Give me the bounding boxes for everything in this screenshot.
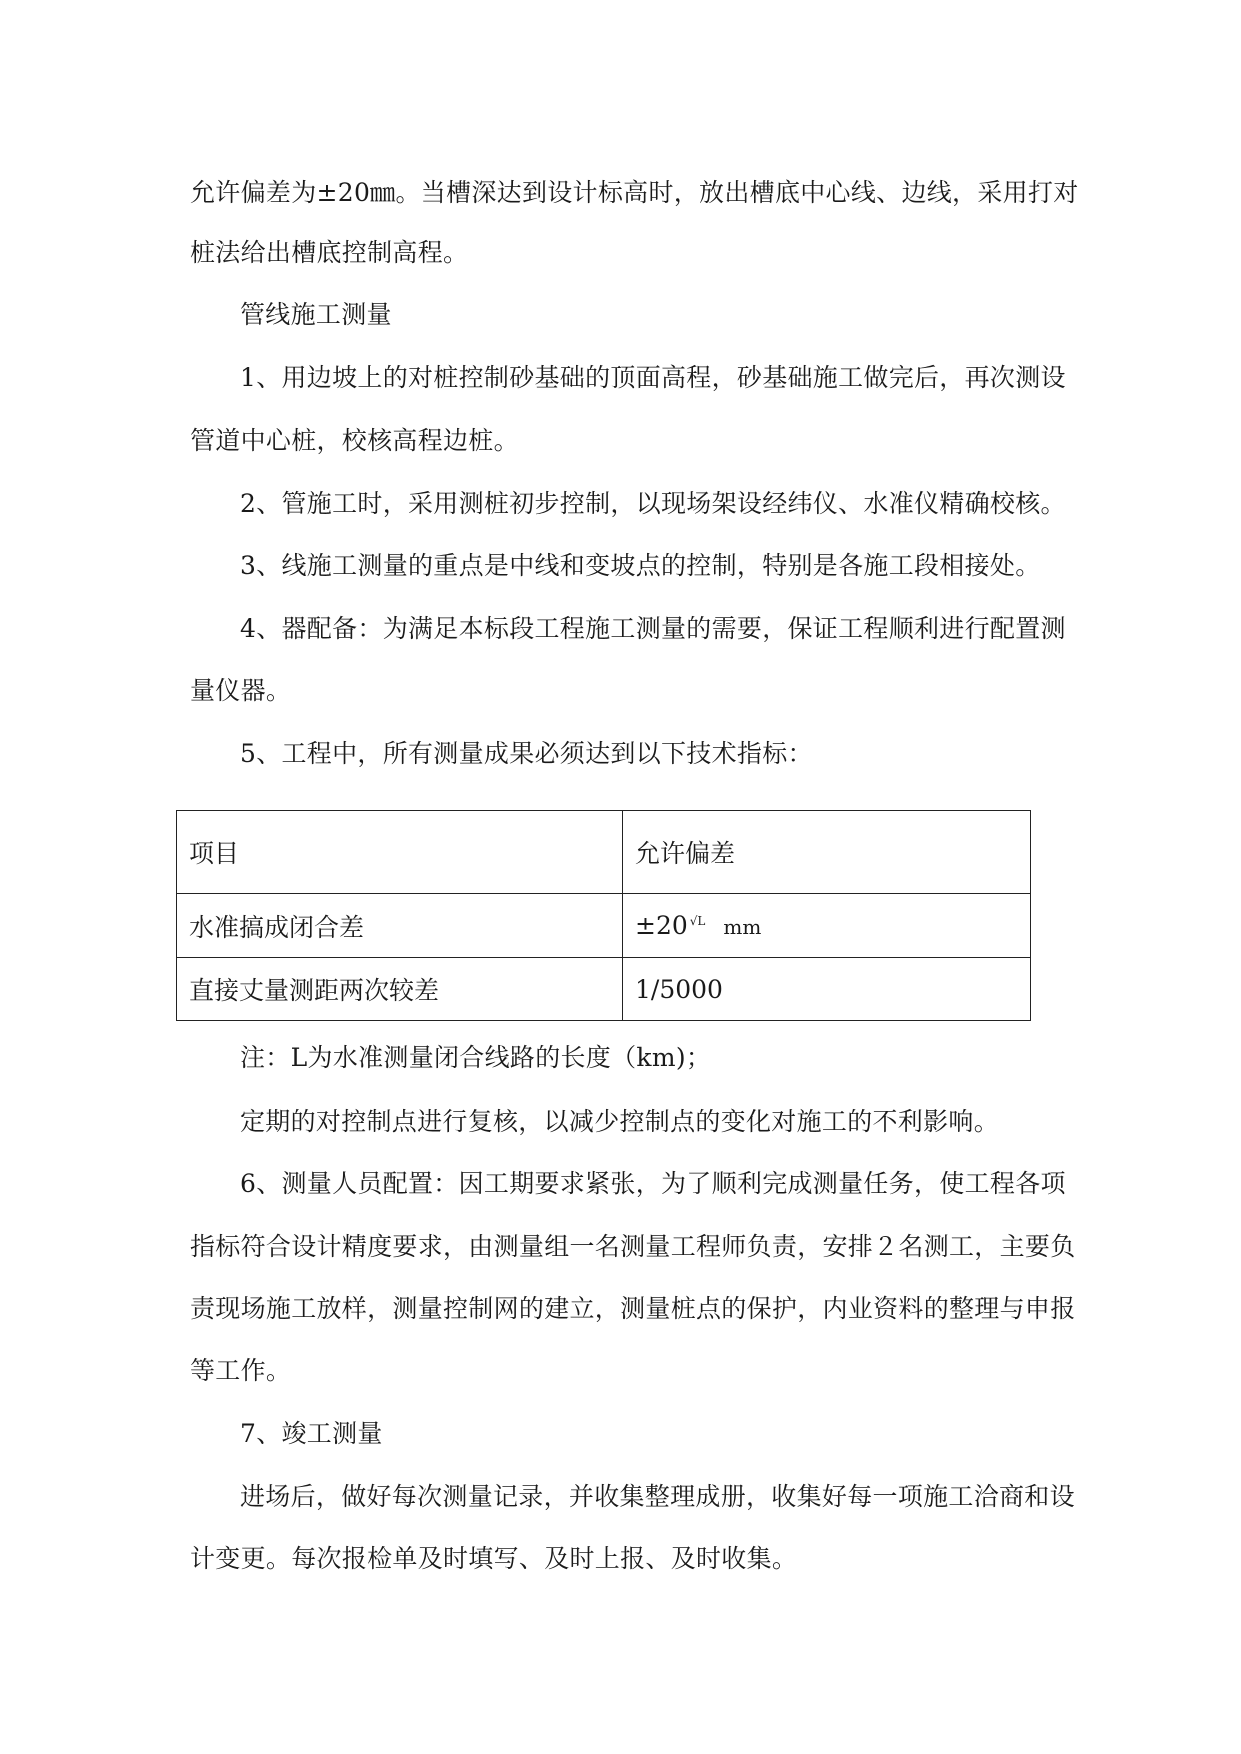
section-heading: 7、竣工测量 — [240, 1419, 383, 1448]
tolerance-table — [176, 810, 1031, 1021]
paragraph-line: 进场后，做好每次测量记录，并收集整理成册，收集好每一项施工洽商和设 — [240, 1482, 1075, 1511]
section-heading: 管线施工测量 — [240, 300, 392, 329]
paragraph-line: 3、线施工测量的重点是中线和变坡点的控制，特别是各施工段相接处。 — [240, 551, 1041, 580]
paragraph-line: 计变更。每次报检单及时填写、及时上报、及时收集。 — [190, 1544, 798, 1573]
paragraph-line: 管道中心桩，校核高程边桩。 — [190, 426, 519, 455]
table-row — [177, 958, 1031, 1021]
table-header-cell: 允许偏差 — [623, 811, 1031, 894]
paragraph-line: 桩法给出槽底控制高程。 — [190, 238, 469, 267]
table-cell-value: 1/5000 — [623, 958, 1031, 1021]
paragraph-line: 责现场施工放样，测量控制网的建立，测量桩点的保护，内业资料的整理与申报 — [190, 1294, 1076, 1323]
paragraph-line: 允许偏差为±20㎜。当槽深达到设计标高时，放出槽底中心线、边线，采用打对 — [190, 178, 1079, 207]
paragraph-line: 5、工程中，所有测量成果必须达到以下技术指标： — [240, 739, 813, 768]
table-header-cell: 项目 — [177, 811, 623, 894]
paragraph-line: 定期的对控制点进行复核，以减少控制点的变化对施工的不利影响。 — [240, 1107, 1000, 1136]
paragraph-line: 等工作。 — [190, 1356, 292, 1385]
table-cell-value — [623, 894, 1031, 958]
sqrt-l-superscript: √L — [689, 913, 706, 928]
table-cell-item: 水准搞成闭合差 — [177, 894, 623, 958]
paragraph-line: 6、测量人员配置：因工期要求紧张，为了顺利完成测量任务，使工程各项 — [240, 1169, 1066, 1198]
paragraph-line: 指标符合设计精度要求，由测量组一名测量工程师负责，安排２名测工，主要负 — [190, 1232, 1076, 1261]
paragraph-line: 4、器配备：为满足本标段工程施工测量的需要，保证工程顺利进行配置测 — [240, 614, 1066, 643]
note-line: 注：L为水准测量闭合线路的长度（km)； — [240, 1043, 712, 1072]
paragraph-line: 2、管施工时，采用测桩初步控制，以现场架设经纬仪、水准仪精确校核。 — [240, 489, 1066, 518]
paragraph-line: 量仪器。 — [190, 676, 292, 705]
paragraph-line: 1、用边坡上的对桩控制砂基础的顶面高程，砂基础施工做完后，再次测设 — [240, 363, 1066, 392]
table-cell-item: 直接丈量测距两次较差 — [177, 958, 623, 1021]
table-row — [177, 894, 1031, 958]
tolerance-value: ±20 — [635, 911, 688, 940]
unit-label: mm — [723, 915, 762, 939]
table-header-row — [177, 811, 1031, 894]
